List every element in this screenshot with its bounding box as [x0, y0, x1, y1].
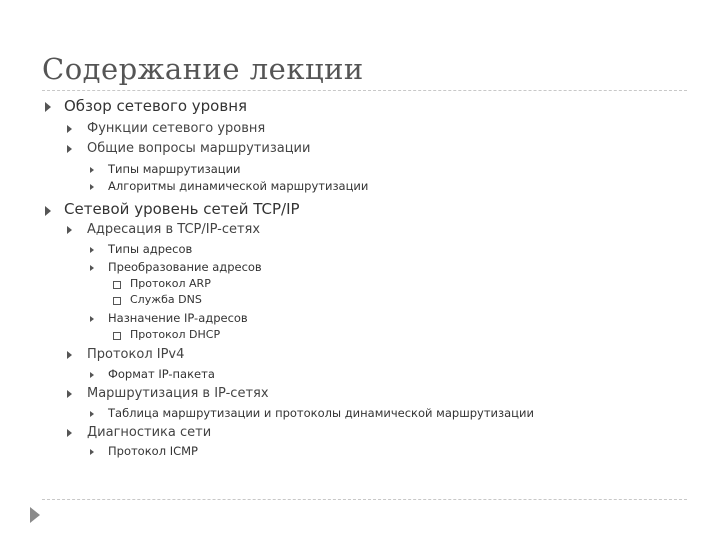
outline-item-level2: Общие вопросы маршрутизации [87, 141, 311, 156]
triangle-bullet-icon [67, 145, 72, 153]
small-triangle-bullet-icon [90, 316, 94, 322]
outline-item-level4: Служба DNS [130, 293, 202, 306]
outline-item-level2: Диагностика сети [87, 425, 212, 440]
outline-item-level4: Протокол ARP [130, 277, 211, 290]
triangle-bullet-icon [45, 102, 51, 112]
triangle-bullet-icon [67, 125, 72, 133]
small-triangle-bullet-icon [90, 167, 94, 173]
small-triangle-bullet-icon [90, 184, 94, 190]
small-triangle-bullet-icon [90, 411, 94, 417]
triangle-bullet-icon [67, 390, 72, 398]
outline-item-level3: Алгоритмы динамической маршрутизации [108, 179, 369, 193]
outline-item-level2: Протокол IPv4 [87, 347, 185, 362]
top-divider [42, 90, 687, 91]
square-bullet-icon [113, 332, 121, 340]
play-triangle-icon[interactable] [30, 507, 40, 523]
small-triangle-bullet-icon [90, 372, 94, 378]
outline-item-level2: Маршрутизация в IP-сетях [87, 386, 269, 401]
triangle-bullet-icon [67, 429, 72, 437]
outline-item-level4: Протокол DHCP [130, 328, 221, 341]
triangle-bullet-icon [45, 206, 51, 216]
bottom-divider [42, 499, 687, 500]
outline-item-level3: Типы маршрутизации [108, 162, 241, 176]
outline-item-level3: Преобразование адресов [108, 260, 262, 274]
outline-item-level3: Протокол ICMP [108, 444, 198, 458]
triangle-bullet-icon [67, 351, 72, 359]
outline-item-level2: Адресация в TCP/IP-сетях [87, 222, 261, 237]
square-bullet-icon [113, 297, 121, 305]
triangle-bullet-icon [67, 226, 72, 234]
outline-item-level1: Сетевой уровень сетей TCP/IP [64, 200, 300, 218]
small-triangle-bullet-icon [90, 265, 94, 271]
small-triangle-bullet-icon [90, 449, 94, 455]
outline-item-level1: Обзор сетевого уровня [64, 97, 248, 115]
outline-item-level3: Назначение IP-адресов [108, 311, 248, 325]
square-bullet-icon [113, 281, 121, 289]
small-triangle-bullet-icon [90, 247, 94, 253]
outline-item-level3: Типы адресов [108, 242, 193, 256]
outline-item-level3: Формат IP-пакета [108, 367, 215, 381]
slide-title: Содержание лекции [42, 52, 364, 86]
outline-item-level2: Функции сетевого уровня [87, 121, 266, 136]
outline-item-level3: Таблица маршрутизации и протоколы динамической маршрутизации [108, 406, 534, 420]
